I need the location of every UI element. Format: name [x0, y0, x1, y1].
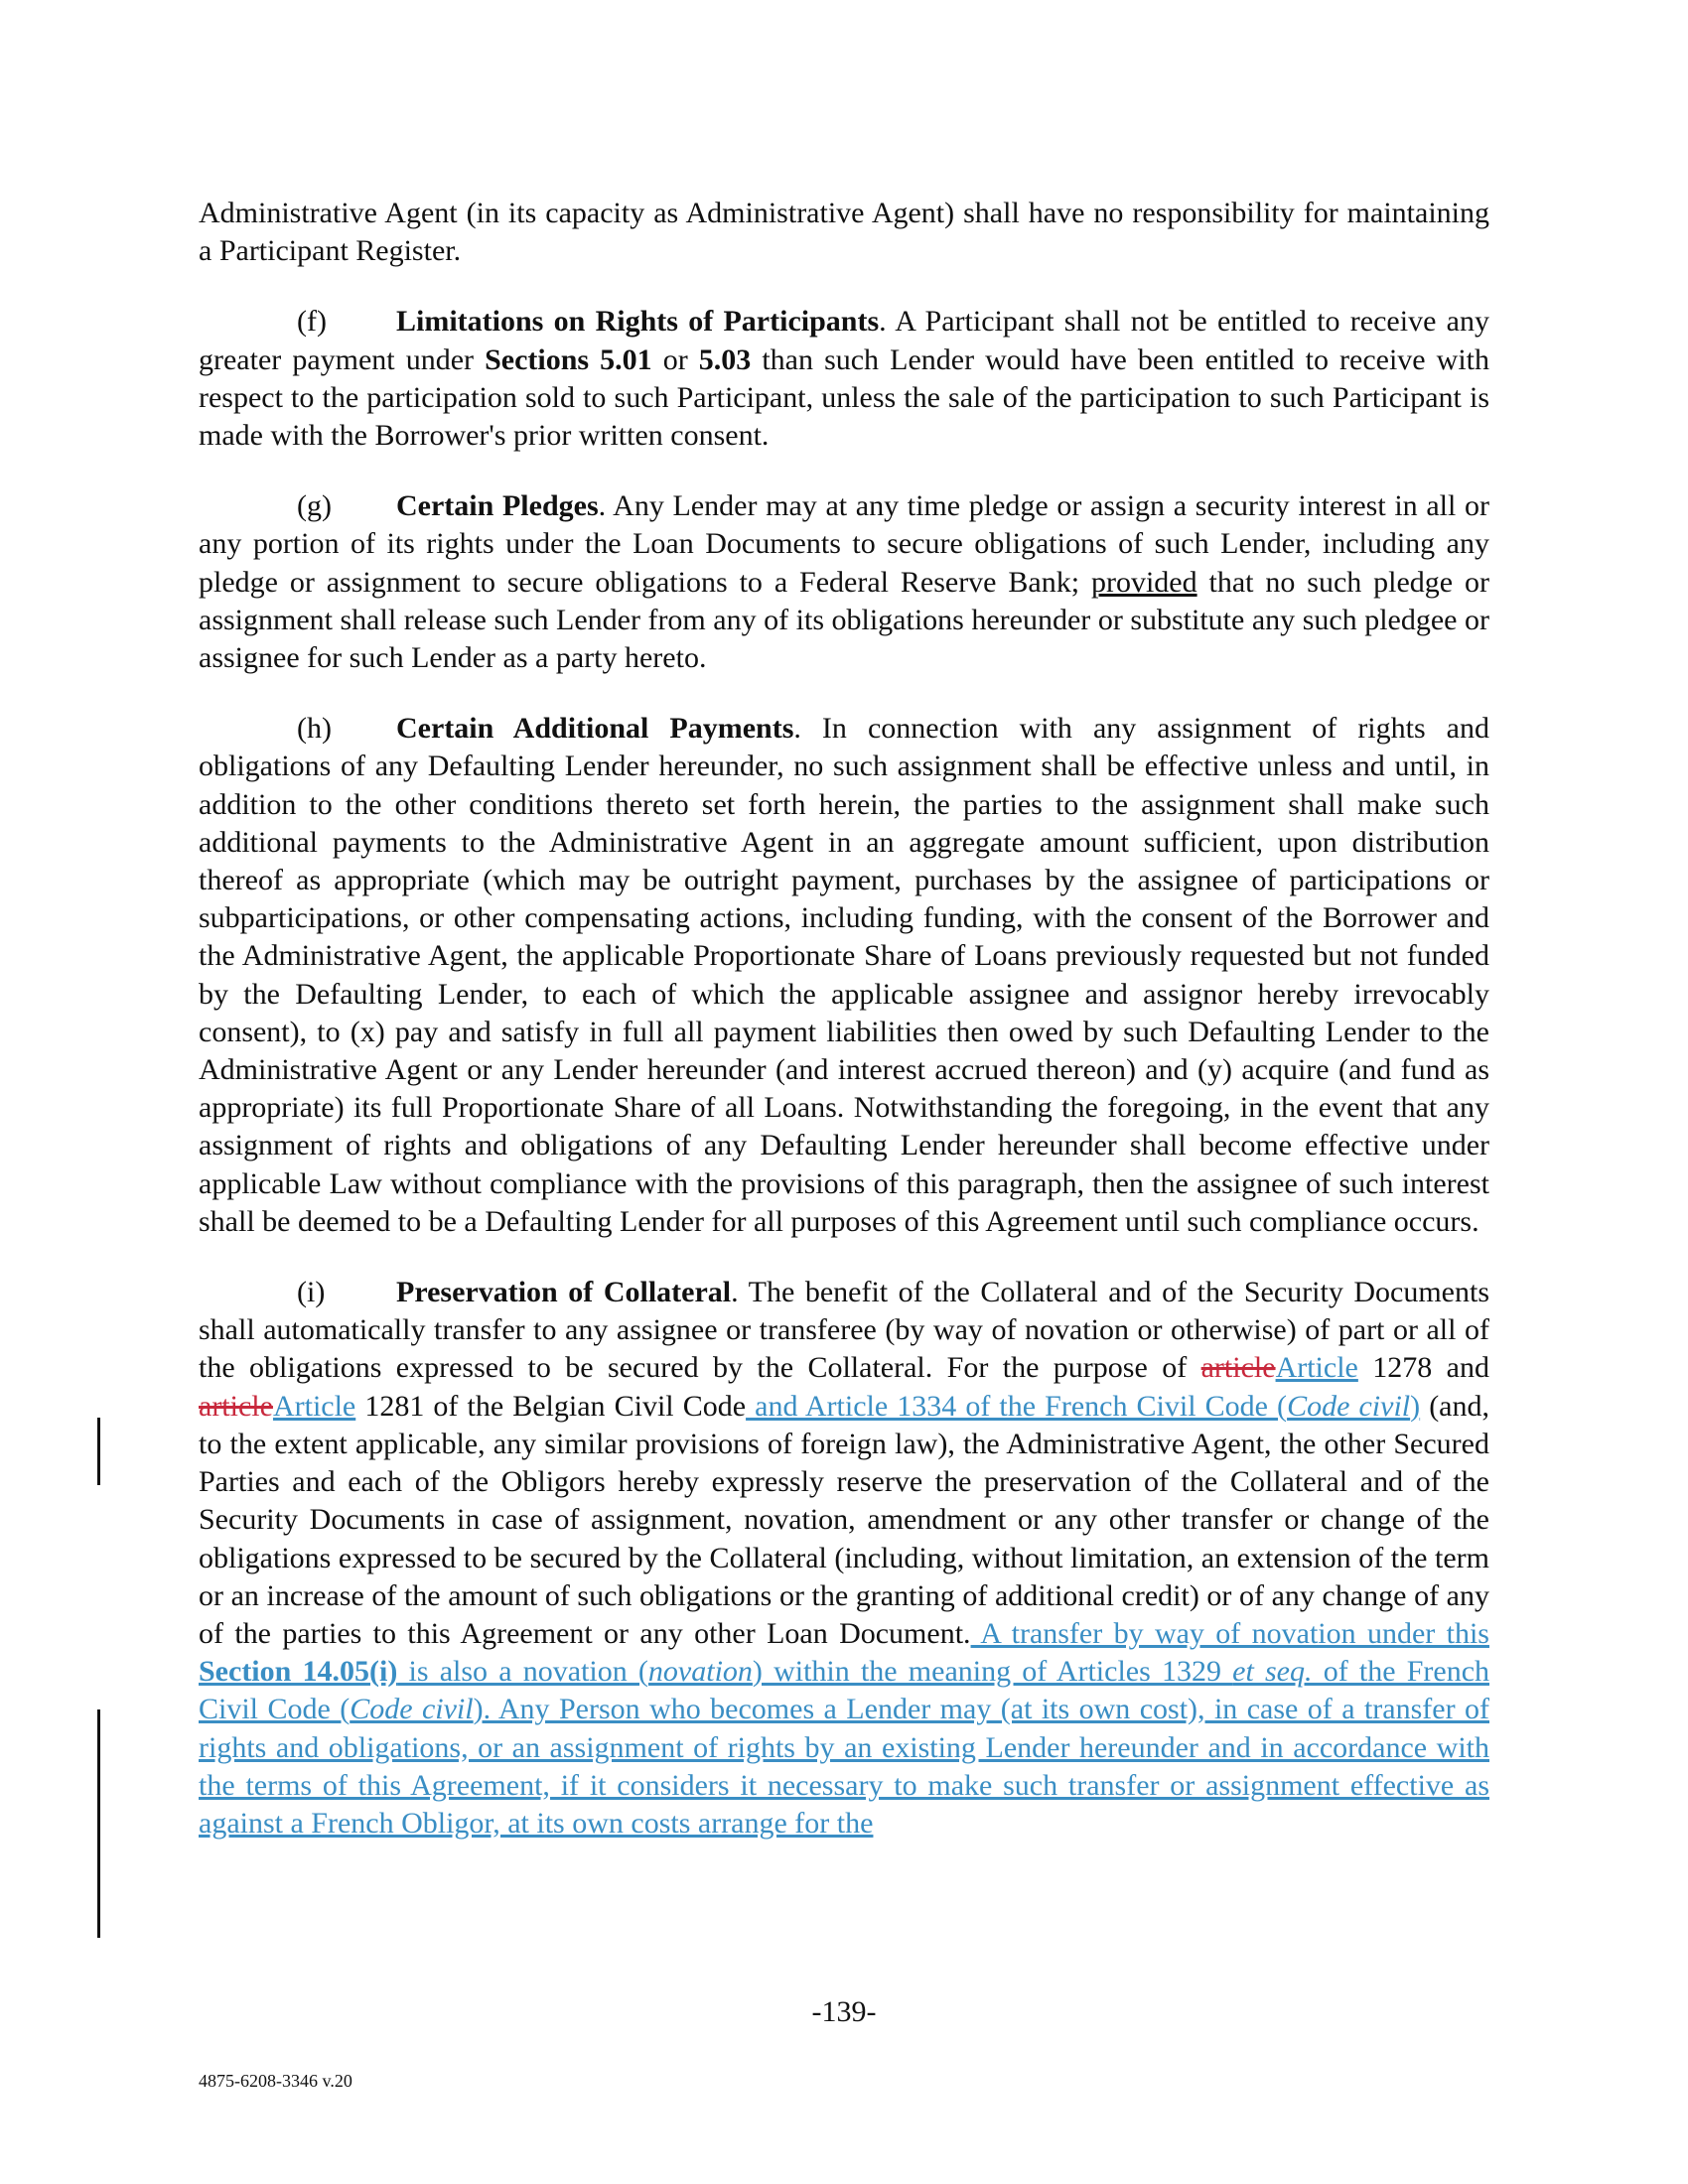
paragraph-h: (h) Certain Additional Payments. In connection with any assignment of rights and obligations of any Defaulting Lender hereunder, no such assignment shall be effective unless and until, in addition to the other conditions thereto set forth herein, the parties to the assignment shall make such additional payments to the Administrative Agent in an aggregate amount sufficient, upon distribution thereof as appropriate (which may be outright payment, purchases by the assignee of participations or subparticipations, or other compensating actions, including funding, with the consent of the Borrower and the Administrative Agent, the applicable Proportionate Share of Loans previously requested but not funded by the Defaulting Lender, to each of which the applicable assignee and assignor hereby irrevocably consent), to (x) pay and satisfy in full all payment liabilities then owed by such Defaulting Lender to the Administrative Agent or any Lender hereunder (and interest accrued thereon) and (y) acquire (and fund as appropriate) its full Proportionate Share of all Loans. Notwithstanding the foregoing, in the event that any assignment of rights and obligations of any Defaulting Lender hereunder shall become effective under applicable Law without compliance with the provisions of this paragraph, then the assignee of such interest shall be deemed to be a Defaulting Lender for all purposes of this Agreement until such compliance occurs. [199, 712, 1489, 1238]
document-body [199, 195, 1489, 1875]
clause-heading: Preservation of Collateral [396, 1276, 732, 1309]
clause-label: (h) [297, 712, 332, 746]
clause-heading: Limitations on Rights of Participants [396, 305, 880, 339]
change-bar [97, 1709, 100, 1938]
inserted-text: ) within the meaning of Articles 1329 [752, 1655, 1233, 1689]
clause-label: (f) [297, 305, 327, 339]
underlined-term: provided [1090, 565, 1197, 599]
clause-heading: Certain Pledges [396, 489, 599, 523]
inserted-text: Article [1275, 1351, 1358, 1385]
inserted-section-reference: Section 14.05(i) [199, 1655, 398, 1689]
deleted-text: article [199, 1389, 273, 1423]
inserted-text: Article [272, 1389, 356, 1423]
inserted-text: A transfer by way of novation under this [970, 1616, 1489, 1650]
page-number: -139- [811, 1995, 877, 2028]
clause-label: (i) [297, 1276, 326, 1309]
paragraph-register: Administrative Agent (in its capacity as Administrative Agent) shall have no responsibility for maintaining a Participant Register. [199, 197, 1489, 268]
paragraph-f: (f) Limitations on Rights of Participants. A Participant shall not be entitled to receive any greater payment under Sections 5.01 or 5.03 than such Lender would have been entitled to receive with respect to the participation sold to such Participant, unless the sale of the participation to such Participant is made with the Borrower's prior written consent. [199, 305, 1490, 453]
document-id: 4875-6208-3346 v.20 [199, 2071, 352, 2091]
inserted-text: and Article 1334 of the French Civil Code ( [746, 1389, 1288, 1423]
deleted-text: article [1200, 1351, 1276, 1385]
inserted-text: et seq. [1232, 1655, 1313, 1689]
change-bar [97, 1418, 100, 1485]
section-reference: 5.03 [698, 342, 752, 376]
clause-heading: Certain Additional Payments [396, 712, 794, 746]
inserted-text: Code civil [350, 1693, 474, 1726]
inserted-text: ). Any Person who becomes a Lender may (at its own cost), in case of a transfer of rights and obligations, or an assignment of rights by an existing Lender hereunder and in accordance with the terms of this Agreement, if it considers it necessary to make such transfer or assignment effective as against a French Obligor, at its own costs arrange for the [199, 1693, 1489, 1840]
paragraph-i: (i) Preservation of Collateral. The benefit of the Collateral and of the Security Documents shall automatically transfer to any assignee or transferee (by way of novation or otherwise) of part or all of the obligations expressed to be secured by the Collateral. For the purpose of articleArticle 1278 and articleArticle 1281 of the Belgian Civil Code and Article 1334 of the French Civil Code (Code civil) (and, to the extent applicable, any similar provisions of foreign law), the Administrative Agent, the other Secured Parties and each of the Obligors hereby expressly reserve the preservation of the Collateral and of the Security Documents in case of assignment, novation, amendment or any other transfer or change of the obligations expressed to be secured by the Collateral (including, without limitation, an extension of the term or an increase of the amount of such obligations or the granting of additional credit) or of any change of any of the parties to this Agreement or any other Loan Document. A transfer by way of novation under this Section 14.05(i) is also a novation (novation) within the meaning of Articles 1329 et seq. of the French Civil Code (Code civil). Any Person who becomes a Lender may (at its own cost), in case of a transfer of rights and obligations, or an assignment of rights by an existing Lender hereunder and in accordance with the terms of this Agreement, if it considers it necessary to make such transfer or assignment effective as against a French Obligor, at its own costs arrange for the [199, 1276, 1490, 1840]
inserted-text: is also a novation ( [397, 1655, 648, 1689]
clause-label: (g) [297, 489, 332, 523]
inserted-text: of the French Civil Code ( [199, 1655, 1490, 1726]
inserted-text: novation [647, 1655, 753, 1689]
inserted-text: Code civil [1287, 1389, 1411, 1423]
section-reference: Sections 5.01 [485, 342, 652, 376]
paragraph-g: (g) Certain Pledges. Any Lender may at any time pledge or assign a security interest in all or any portion of its rights under the Loan Documents to secure obligations of such Lender, including any pledge or assignment to secure obligations to a Federal Reserve Bank; provided that no such pledge or assignment shall release such Lender from any of its obligations hereunder or substitute any such pledgee or assignee for such Lender as a party hereto. [199, 489, 1489, 675]
inserted-text: ) [1410, 1389, 1421, 1423]
